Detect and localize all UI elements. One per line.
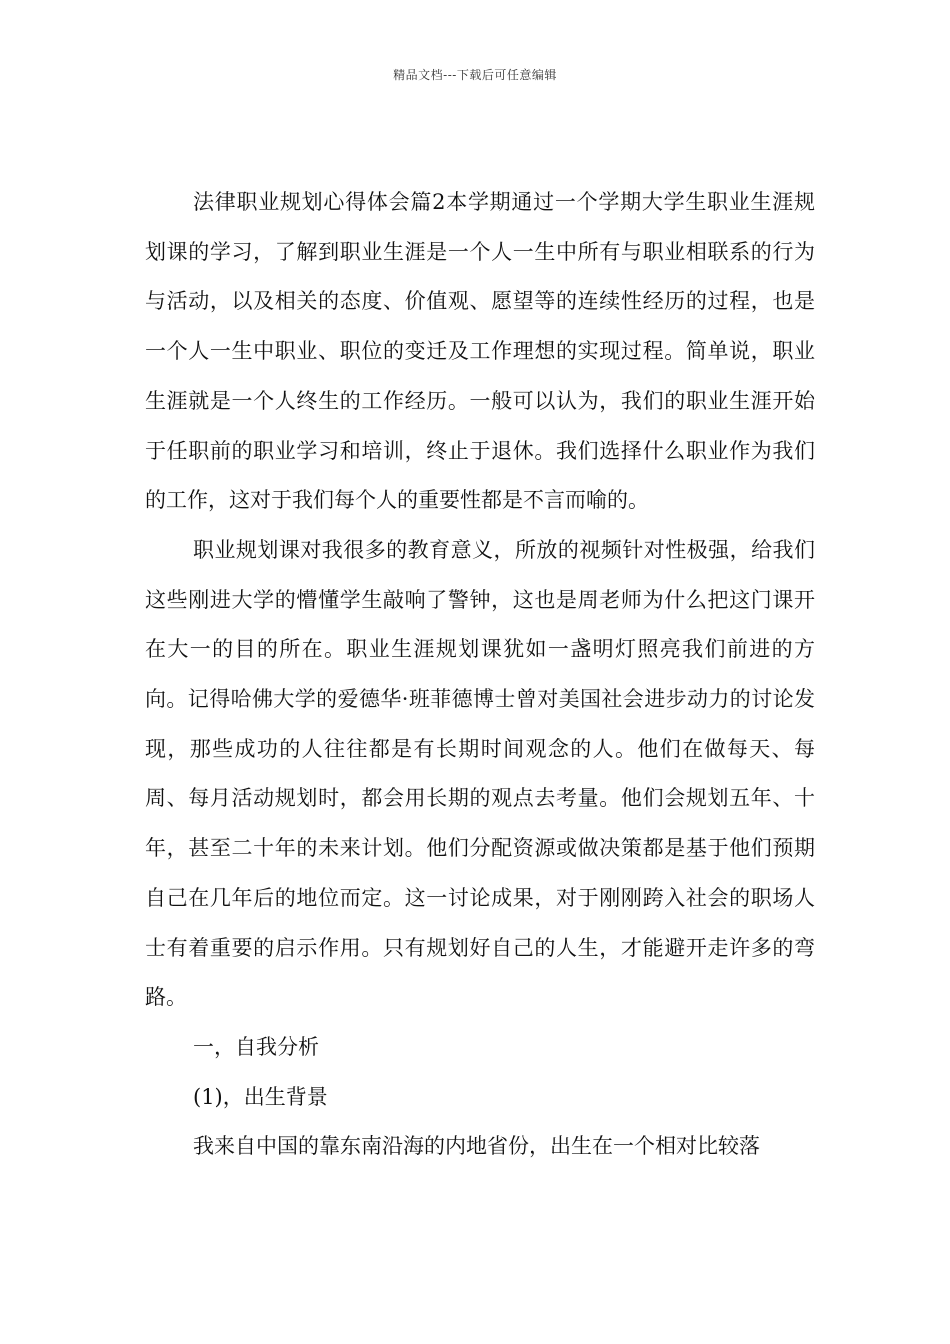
paragraph-background: 我来自中国的靠东南沿海的内地省份，出生在一个相对比较落 — [193, 1134, 760, 1159]
page-header: 精品文档---下载后可任意编辑 — [393, 68, 557, 82]
section-heading-self-analysis: 一，自我分析 — [193, 1034, 319, 1059]
document-body — [145, 178, 815, 1172]
paragraph-course-significance: 职业规划课对我很多的教育意义，所放的视频针对性极强，给我们这些刚进大学的懵懂学生敲响了警钟，这也是周老师为什么把这门课开在大一的目的所在。职业生涯规划课犹如一盏明灯照亮我们前进的方向。记得哈佛大学的爱德华·班菲德博士曾对美国社会进步动力的讨论发现，那些成功的人往往都是有长期时间观念的人。他们在做每天、每周、每月活动规划时，都会用长期的观点去考量。他们会规划五年、十年，甚至二十年的未来计划。他们分配资源或做决策都是基于他们预期自己在几年后的地位而定。这一讨论成果，对于刚刚跨入社会的职场人士有着重要的启示作用。只有规划好自己的人生，才能避开走许多的弯路。 — [145, 537, 815, 1010]
subsection-heading-background: (1)，出生背景 — [193, 1084, 328, 1109]
paragraph-intro: 法律职业规划心得体会篇2本学期通过一个学期大学生职业生涯规划课的学习，了解到职业生涯是一个人一生中所有与职业相联系的行为与活动，以及相关的态度、价值观、愿望等的连续性经历的过程，也是一个人一生中职业、职位的变迁及工作理想的实现过程。简单说，职业生涯就是一个人终生的工作经历。一般可以认为，我们的职业生涯开始于任职前的职业学习和培训，终止于退休。我们选择什么职业作为我们的工作，这对于我们每个人的重要性都是不言而喻的。 — [145, 190, 815, 513]
